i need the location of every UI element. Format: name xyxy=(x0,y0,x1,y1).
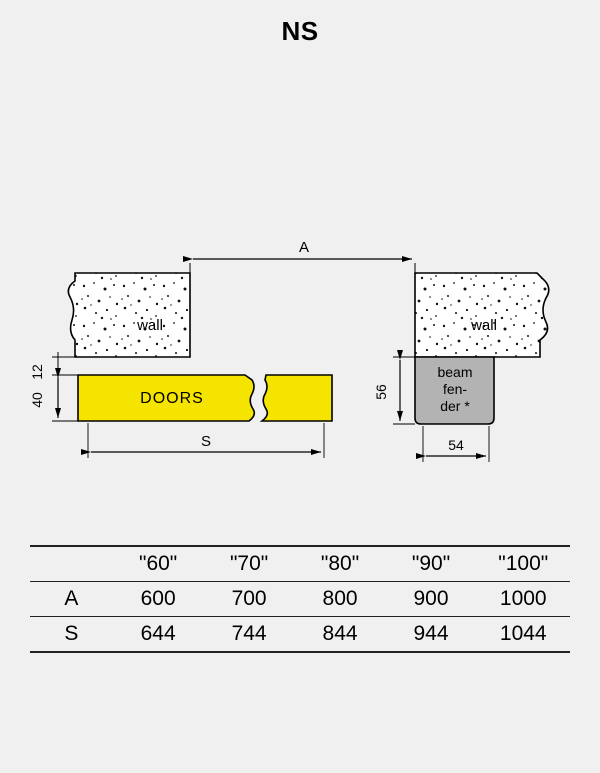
table-cell: 744 xyxy=(204,617,295,653)
dimension-54-label: 54 xyxy=(448,437,464,453)
dimension-a xyxy=(190,239,415,275)
table-row-label: S xyxy=(30,617,113,653)
table-cell: 944 xyxy=(386,617,477,653)
dimension-a-label: A xyxy=(298,239,310,256)
dimension-40 xyxy=(29,378,78,421)
table-cell: 644 xyxy=(113,617,204,653)
dimension-s xyxy=(88,423,324,458)
table-cell: 900 xyxy=(386,582,477,617)
table-cell: 844 xyxy=(295,617,386,653)
beam-fender-label-line1: beam xyxy=(437,364,473,380)
table-header-row xyxy=(30,546,570,582)
wall-label-right: wall xyxy=(471,317,497,334)
table-cell: 800 xyxy=(295,582,386,617)
dimension-12 xyxy=(29,352,78,380)
doors-bar xyxy=(78,375,332,421)
table-row xyxy=(30,582,570,617)
table-header-cell-4: "90" xyxy=(386,546,477,582)
table-header-cell-2: "70" xyxy=(204,546,295,582)
dimension-s-label: S xyxy=(200,433,212,450)
dimension-table xyxy=(30,545,570,653)
left-wall-block xyxy=(68,273,190,357)
table-row xyxy=(30,617,570,653)
table-row-label: A xyxy=(30,582,113,617)
wall-label-left: wall xyxy=(137,317,163,334)
table-header-cell-5: "100" xyxy=(477,546,570,582)
dimension-56-label: 56 xyxy=(373,384,389,400)
table-header-cell-0 xyxy=(30,546,113,582)
dimension-54 xyxy=(423,426,489,462)
doors-label: DOORS xyxy=(140,390,204,407)
dimension-12-label: 12 xyxy=(29,364,45,380)
right-wall-block xyxy=(415,273,549,357)
page-title: NS xyxy=(281,16,319,46)
table-header-cell-1: "60" xyxy=(113,546,204,582)
table-cell: 1000 xyxy=(477,582,570,617)
beam-fender-label-line2: fen- xyxy=(442,381,468,397)
table-cell: 600 xyxy=(113,582,204,617)
table-cell: 1044 xyxy=(477,617,570,653)
dimension-56 xyxy=(373,357,415,424)
table-header-cell-3: "80" xyxy=(295,546,386,582)
table-cell: 700 xyxy=(204,582,295,617)
dimension-40-label: 40 xyxy=(29,392,45,408)
beam-fender xyxy=(415,357,494,424)
beam-fender-label-line3: der * xyxy=(440,398,470,414)
